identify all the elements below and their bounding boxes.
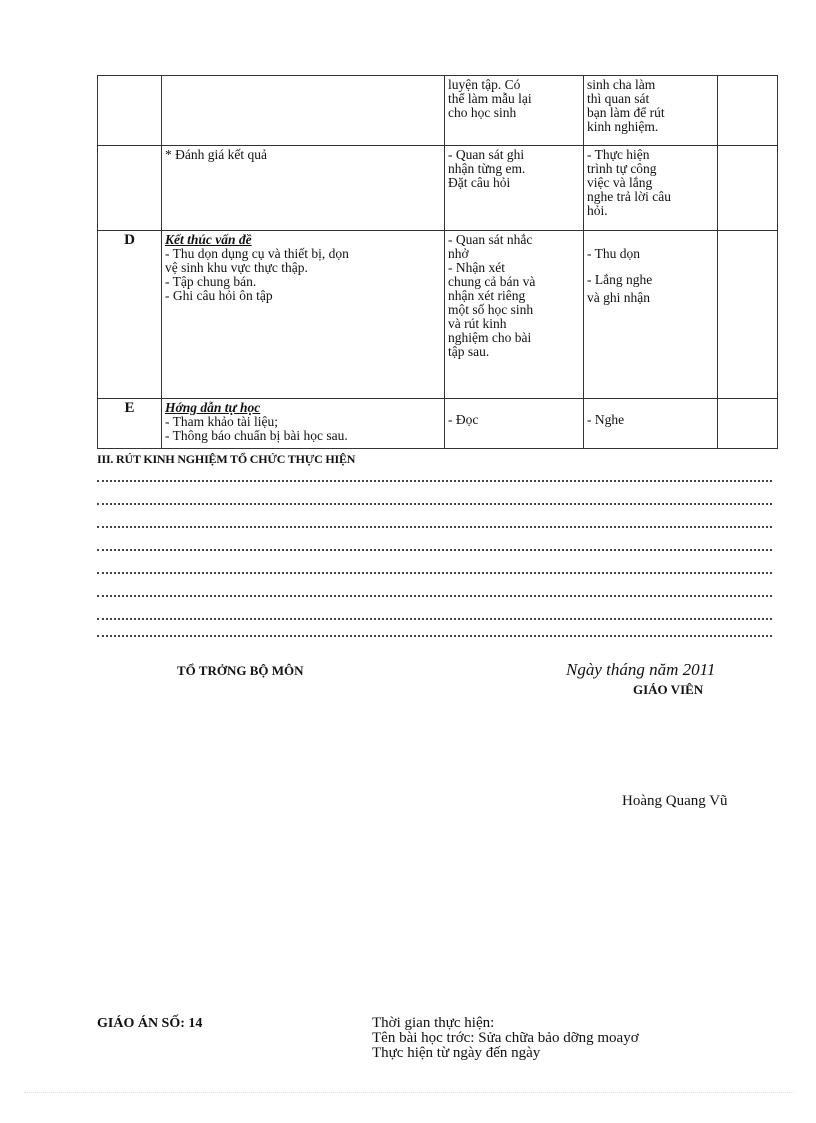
teacher-line: luyện tập. Có <box>448 77 521 92</box>
student-line: bạn làm để rút <box>587 105 665 120</box>
step-cell <box>98 76 162 146</box>
teacher-line: - Quan sát ghi <box>448 147 525 162</box>
teacher-line: - Nhận xét <box>448 260 505 275</box>
content-cell <box>162 76 445 146</box>
teacher-line: tập sau. <box>448 344 490 359</box>
dotted-line <box>97 539 772 551</box>
content-line: - Thu dọn dụng cụ và thiết bị, dọn <box>165 246 349 261</box>
section-heading: Hớng dẫn tự học <box>165 400 261 415</box>
teacher-line: nghiệm cho bài <box>448 330 532 345</box>
lesson-info <box>372 1016 639 1061</box>
dotted-line <box>97 516 772 528</box>
previous-lesson: Tên bài học trớc: Sửa chữa bảo dỡng moayơ <box>372 1030 639 1046</box>
section-heading: Kết thúc vấn đề <box>165 232 252 247</box>
teacher-activity-cell <box>445 399 584 449</box>
section-title: III. RÚT KINH NGHIỆM TỔ CHỨC THỰC HIỆN <box>97 452 356 466</box>
dotted-line <box>97 562 772 574</box>
lesson-number <box>97 1016 202 1032</box>
teacher-line: nhở <box>448 246 469 261</box>
student-activity-cell <box>584 231 718 399</box>
student-line: - Thực hiện <box>587 147 650 162</box>
table-row <box>98 76 778 146</box>
lesson-plan-table <box>97 75 778 449</box>
page-bottom-rule <box>24 1092 794 1093</box>
teacher-line: cho học sinh <box>448 105 517 120</box>
teacher-line: thể làm mẫu lại <box>448 91 532 106</box>
student-line: trình tự công <box>587 161 657 176</box>
student-activity-cell <box>584 146 718 231</box>
content-cell <box>162 231 445 399</box>
student-line: - Nghe <box>587 412 625 427</box>
student-line: hỏi. <box>587 203 608 218</box>
table-row <box>98 146 778 231</box>
table-row <box>98 399 778 449</box>
teacher-activity-cell <box>445 76 584 146</box>
content-line: - Tham khảo tài liệu; <box>165 414 278 429</box>
date-range: Thực hiện từ ngày đến ngày <box>372 1045 541 1061</box>
note-cell <box>718 399 778 449</box>
note-cell <box>718 146 778 231</box>
teacher-line: nhận từng em. <box>448 161 526 176</box>
teacher-line: một số học sinh <box>448 302 534 317</box>
lesson-number-value: 14 <box>188 1016 203 1031</box>
teacher-line: và rút kinh <box>448 316 507 331</box>
content-line: vệ sinh khu vực thực thập. <box>165 260 308 275</box>
dotted-line <box>97 625 772 637</box>
step-cell <box>98 146 162 231</box>
department-head-label: TỔ TRỞNG BỘ MÔN <box>177 663 304 678</box>
teacher-label: GIÁO VIÊN <box>633 682 704 697</box>
content-line: * Đánh giá kết quả <box>165 147 267 162</box>
student-line: - Thu dọn <box>587 246 640 261</box>
signature-date: Ngày tháng năm 2011 <box>566 660 716 679</box>
student-line <box>587 263 714 271</box>
content-cell <box>162 146 445 231</box>
note-cell <box>718 231 778 399</box>
teacher-activity-cell <box>445 231 584 399</box>
note-cell <box>718 76 778 146</box>
student-line: việc và lắng <box>587 175 653 190</box>
teacher-line: Đặt câu hỏi <box>448 175 511 190</box>
teacher-line: chung cả bán và <box>448 274 536 289</box>
student-activity-cell <box>584 399 718 449</box>
content-cell <box>162 399 445 449</box>
dotted-line <box>97 585 772 597</box>
dotted-line <box>97 493 772 505</box>
teacher-line: nhận xét riêng <box>448 288 526 303</box>
teacher-name: Hoàng Quang Vũ <box>622 793 728 809</box>
lesson-number-label: GIÁO ÁN SỐ: <box>97 1016 185 1031</box>
step-cell: E <box>98 399 162 449</box>
student-line: sinh cha làm <box>587 77 656 92</box>
dotted-line <box>97 608 772 620</box>
student-line: kinh nghiệm. <box>587 119 659 134</box>
table-row <box>98 231 778 399</box>
student-line: nghe trả lời câu <box>587 189 671 204</box>
teacher-activity-cell <box>445 146 584 231</box>
student-line: và ghi nhận <box>587 290 650 305</box>
teacher-line: - Đọc <box>448 412 479 427</box>
step-cell: D <box>98 231 162 399</box>
time-label: Thời gian thực hiện: <box>372 1015 495 1031</box>
student-activity-cell <box>584 76 718 146</box>
dotted-line <box>97 470 772 482</box>
content-line: - Tập chung bán. <box>165 274 257 289</box>
content-line: - Thông báo chuẩn bị bài học sau. <box>165 428 348 443</box>
teacher-line: - Quan sát nhắc <box>448 232 533 247</box>
student-line: thì quan sát <box>587 91 650 106</box>
student-line: - Lắng nghe <box>587 272 653 287</box>
content-line: - Ghi câu hỏi ôn tập <box>165 288 273 303</box>
